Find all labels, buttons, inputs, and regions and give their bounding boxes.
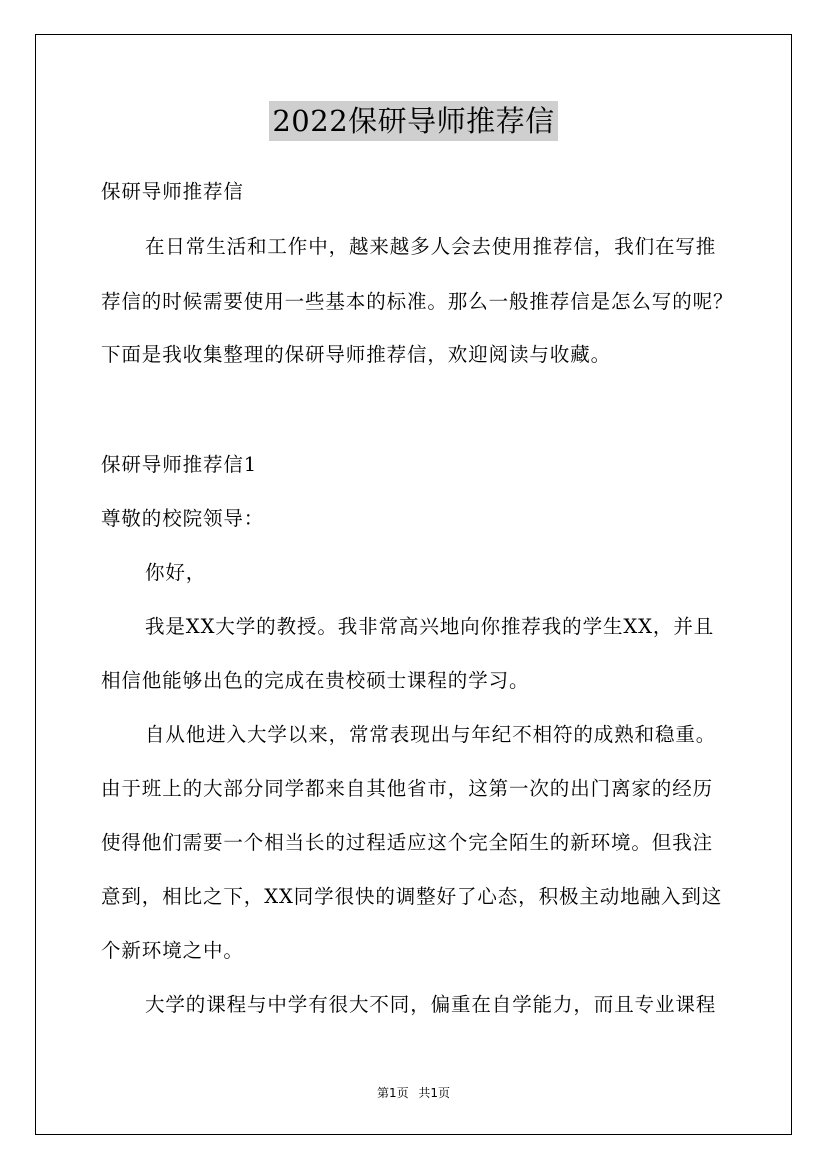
page-number: 第1页 [376,1086,409,1100]
paragraph-line: 由于班上的大部分同学都来自其他省市，这第一次的出门离家的经历 [101,777,714,800]
document-title: 2022保研导师推荐信 [269,101,557,141]
intro-line: 荐信的时候需要使用一些基本的标准。那么一般推荐信是怎么写的呢？ [101,290,734,313]
paragraph-line: 大学的课程与中学有很大不同，偏重在自学能力，而且专业课程 [145,993,717,1016]
page-footer [0,1084,827,1101]
paragraph-line: 相信他能够出色的完成在贵校硕士课程的学习。 [101,669,530,692]
subtitle: 保研导师推荐信 [101,180,244,203]
paragraph-line: 意到，相比之下，XX同学很快的调整好了心态，积极主动地融入到这 [101,885,723,908]
intro-line: 下面是我收集整理的保研导师推荐信，欢迎阅读与收藏。 [101,343,612,366]
paragraph-line: 个新环境之中。 [101,939,244,962]
paragraph-line: 自从他进入大学以来，常常表现出与年纪不相符的成熟和稳重。 [145,723,717,746]
letter-salutation: 尊敬的校院领导： [101,507,265,530]
paragraph-line: 使得他们需要一个相当长的过程适应这个完全陌生的新环境。但我注 [101,831,714,854]
paragraph-line: 我是XX大学的教授。我非常高兴地向你推荐我的学生XX，并且 [145,615,715,638]
letter-heading: 保研导师推荐信1 [101,453,258,476]
page-total: 共1页 [418,1086,451,1100]
title-container [0,101,827,141]
intro-line: 在日常生活和工作中，越来越多人会去使用推荐信，我们在写推 [145,235,717,258]
letter-greeting: 你好， [145,561,207,584]
